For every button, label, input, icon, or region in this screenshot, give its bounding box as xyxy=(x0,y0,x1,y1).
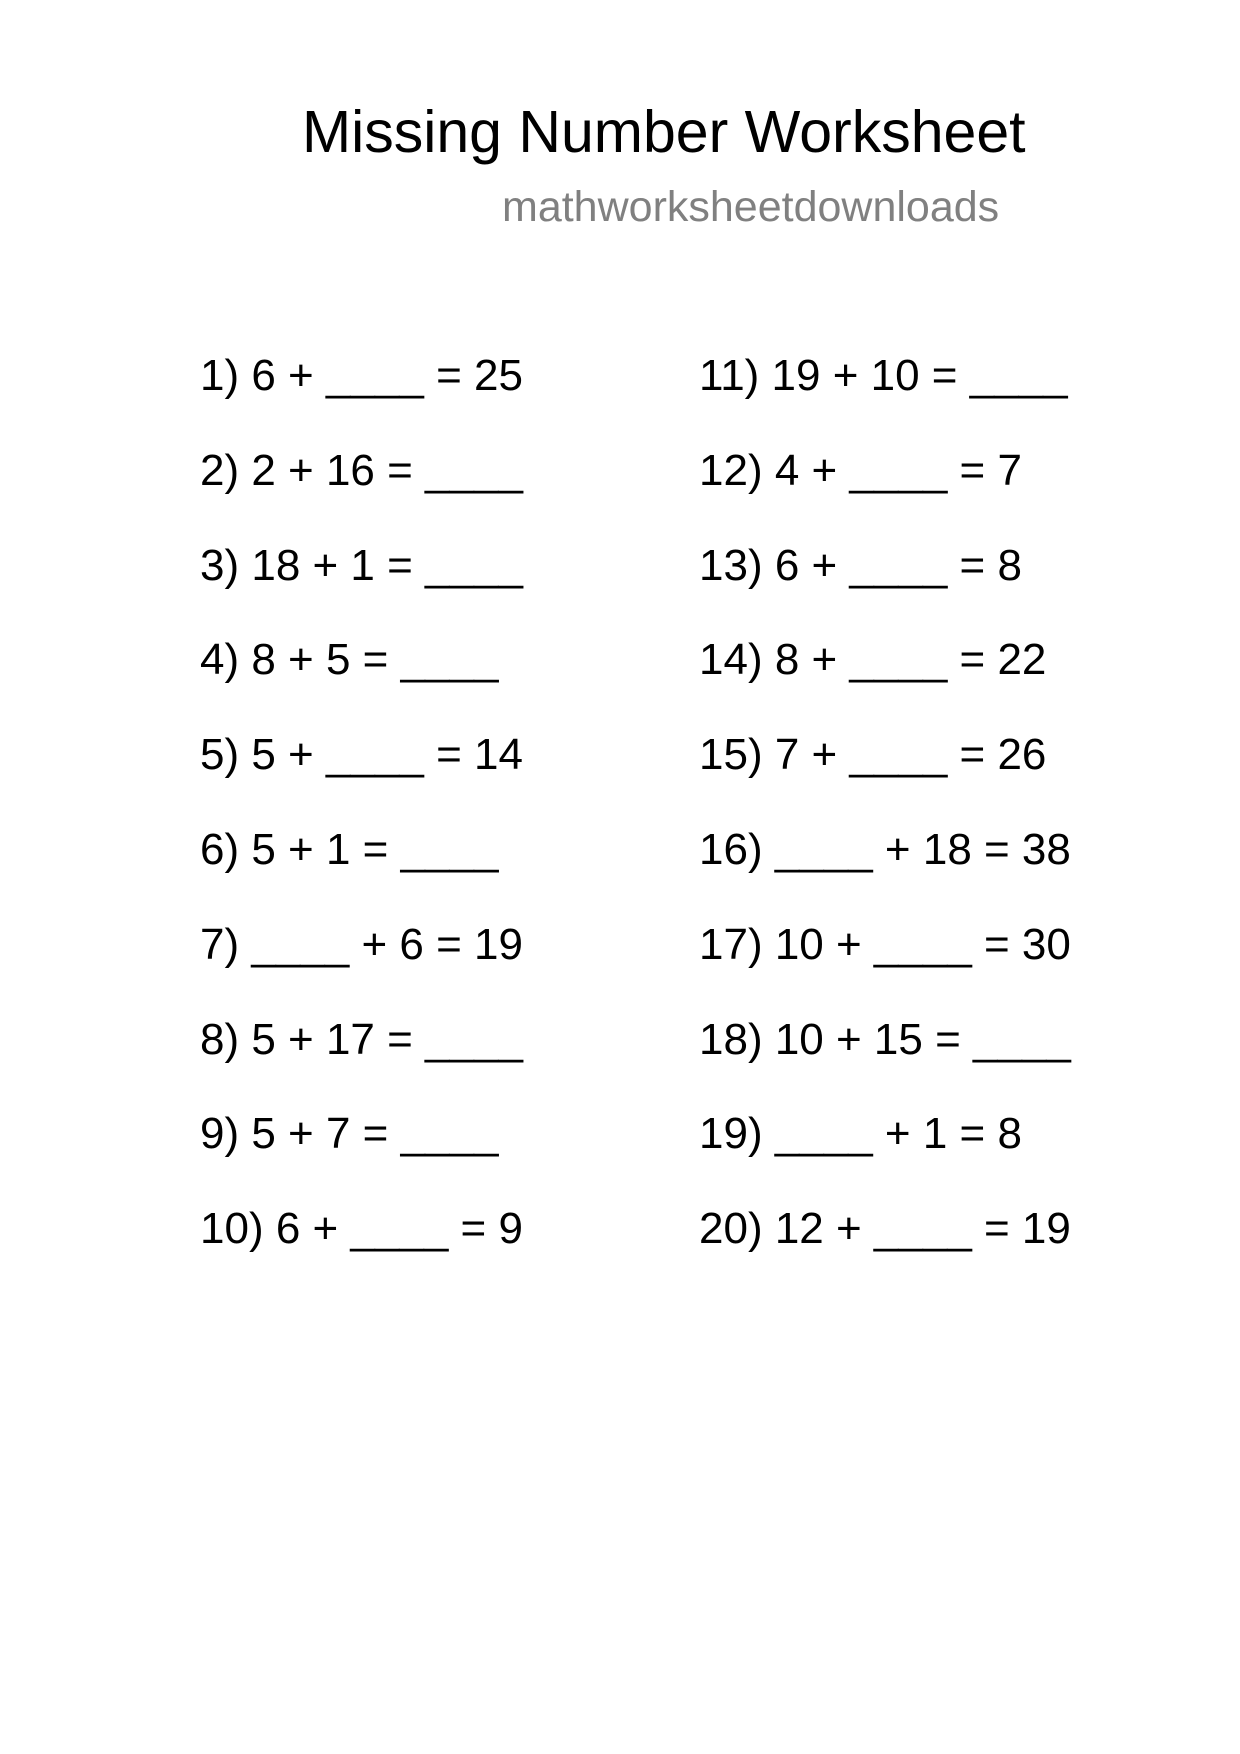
worksheet-title: Missing Number Worksheet xyxy=(302,99,1026,165)
problem-4: 4) 8 + 5 = ____ xyxy=(200,635,499,685)
problem-17: 17) 10 + ____ = 30 xyxy=(699,919,1071,969)
problem-3: 3) 18 + 1 = ____ xyxy=(200,540,523,590)
problem-9: 9) 5 + 7 = ____ xyxy=(200,1109,499,1159)
problem-2: 2) 2 + 16 = ____ xyxy=(200,445,523,495)
problems-left-column xyxy=(200,350,680,1298)
worksheet-subtitle: mathworksheetdownloads xyxy=(502,183,1000,231)
problem-10: 10) 6 + ____ = 9 xyxy=(200,1204,523,1254)
problem-6: 6) 5 + 1 = ____ xyxy=(200,824,499,874)
problems-right-column xyxy=(699,350,1179,1298)
problem-15: 15) 7 + ____ = 26 xyxy=(699,730,1047,780)
problem-1: 1) 6 + ____ = 25 xyxy=(200,351,523,400)
problem-11: 11) 19 + 10 = ____ xyxy=(699,351,1068,400)
problem-20: 20) 12 + ____ = 19 xyxy=(699,1204,1071,1254)
problem-16: 16) ____ + 18 = 38 xyxy=(699,824,1071,874)
problem-7: 7) ____ + 6 = 19 xyxy=(200,919,523,969)
problem-18: 18) 10 + 15 = ____ xyxy=(699,1014,1071,1064)
problem-8: 8) 5 + 17 = ____ xyxy=(200,1014,523,1064)
problem-14: 14) 8 + ____ = 22 xyxy=(699,635,1047,685)
problem-19: 19) ____ + 1 = 8 xyxy=(699,1109,1022,1159)
problem-13: 13) 6 + ____ = 8 xyxy=(699,540,1022,590)
problem-5: 5) 5 + ____ = 14 xyxy=(200,730,523,780)
problem-12: 12) 4 + ____ = 7 xyxy=(699,445,1022,495)
